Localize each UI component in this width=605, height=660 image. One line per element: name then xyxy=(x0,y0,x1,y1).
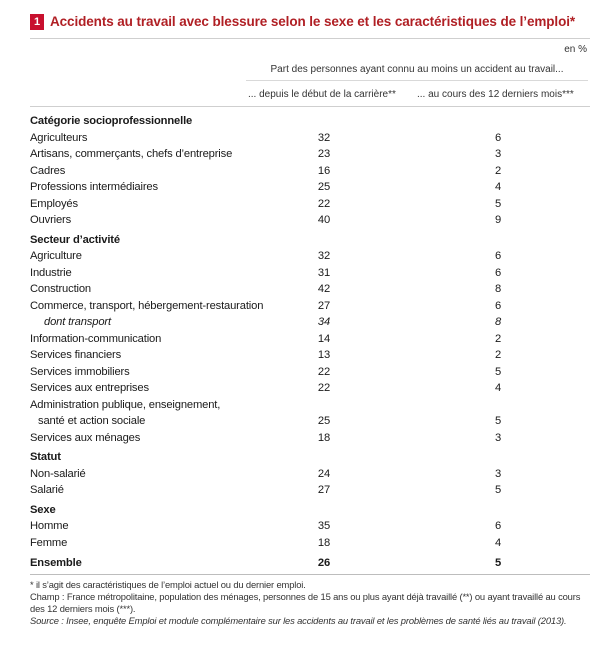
column-header-career: ... depuis le début de la carrière** xyxy=(248,89,396,100)
table-row xyxy=(30,130,590,147)
section-header-statut: Statut xyxy=(30,451,61,463)
value-12-months: 8 xyxy=(494,283,502,295)
value-12-months: 9 xyxy=(494,214,502,226)
table-row xyxy=(30,380,590,397)
table-row xyxy=(30,196,590,213)
row-label: Employés xyxy=(30,197,78,210)
table-row xyxy=(30,364,590,381)
table-row-total xyxy=(30,555,590,572)
row-label: santé et action sociale xyxy=(38,415,146,427)
value-career: 27 xyxy=(317,484,331,496)
row-label: Cadres xyxy=(30,164,66,177)
row-label: Homme xyxy=(30,520,69,532)
value-career: 32 xyxy=(317,250,331,262)
row-label: Agriculteurs xyxy=(30,131,88,144)
value-career: 22 xyxy=(317,197,331,210)
value-career: 23 xyxy=(317,148,331,160)
value-career: 42 xyxy=(317,283,331,295)
footnote-asterisk: * il s’agit des caractéristiques de l’emploi actuel ou du dernier emploi. xyxy=(30,579,306,590)
value-career: 27 xyxy=(317,299,331,312)
value-career: 25 xyxy=(317,415,331,427)
row-label: Commerce, transport, hébergement-restauration xyxy=(30,299,264,312)
table-row xyxy=(30,518,590,535)
value-12-months: 4 xyxy=(494,536,502,549)
value-12-months: 6 xyxy=(494,250,502,262)
column-group-header: Part des personnes ayant connu au moins un accident au travail... xyxy=(270,64,564,75)
section-header-sexe: Sexe xyxy=(30,503,56,516)
row-label: Ensemble xyxy=(30,557,82,569)
table-row-subitem xyxy=(30,314,590,331)
value-career: 35 xyxy=(317,520,331,532)
title-divider xyxy=(30,38,590,39)
value-career: 18 xyxy=(317,536,331,549)
table-row xyxy=(30,347,590,364)
table-title-row xyxy=(30,14,590,36)
value-career: 40 xyxy=(317,214,331,226)
value-12-months: 6 xyxy=(494,266,502,279)
header-bottom-divider xyxy=(30,106,590,107)
table-title: Accidents au travail avec blessure selon le sexe et les caractéristiques de l’emploi* xyxy=(50,14,576,29)
row-label: Industrie xyxy=(30,266,72,279)
table-row xyxy=(30,163,590,180)
value-career: 32 xyxy=(317,131,331,144)
table-row xyxy=(30,535,590,552)
value-career: 18 xyxy=(317,431,331,444)
table-bottom-divider xyxy=(30,574,590,575)
header-divider xyxy=(246,80,588,81)
row-label: Non-salarié xyxy=(30,467,86,480)
value-12-months: 5 xyxy=(494,197,502,210)
data-table xyxy=(30,113,590,572)
value-12-months: 2 xyxy=(494,164,502,177)
value-12-months: 5 xyxy=(494,557,502,569)
table-row xyxy=(30,248,590,265)
row-label: Construction xyxy=(30,283,92,295)
value-career: 13 xyxy=(317,349,331,361)
value-career: 14 xyxy=(317,332,331,345)
figure-number-badge: 1 xyxy=(30,14,44,30)
table-row xyxy=(30,281,590,298)
value-career: 34 xyxy=(317,316,331,328)
row-label: Ouvriers xyxy=(30,214,72,226)
section-header-secteur: Secteur d’activité xyxy=(30,233,120,246)
table-row xyxy=(30,146,590,163)
table-row xyxy=(30,298,590,315)
row-label: Femme xyxy=(30,536,68,549)
value-career: 31 xyxy=(317,266,331,279)
value-career: 22 xyxy=(317,382,331,394)
row-label: Professions intermédiaires xyxy=(30,181,158,193)
table-row xyxy=(30,466,590,483)
table-row-continued xyxy=(30,413,590,430)
table-row xyxy=(30,179,590,196)
value-12-months: 3 xyxy=(494,148,502,160)
table-row xyxy=(30,331,590,348)
table-row xyxy=(30,430,590,447)
value-12-months: 5 xyxy=(494,415,502,427)
value-12-months: 6 xyxy=(494,520,502,532)
row-label: Information-communication xyxy=(30,332,162,345)
row-label: Administration publique, enseignement, xyxy=(30,398,221,411)
value-12-months: 4 xyxy=(494,181,502,193)
footnote-champ: Champ : France métropolitaine, population des ménages, personnes de 15 ans ou plus ayant déjà travaillé (**) ou ayant travaillé au cours des 12 derniers mois (***). xyxy=(30,591,581,614)
value-12-months: 8 xyxy=(494,316,502,328)
unit-label: en % xyxy=(564,44,587,55)
table-row xyxy=(30,482,590,499)
value-career: 22 xyxy=(317,365,331,378)
value-12-months: 6 xyxy=(494,131,502,144)
row-label: Services aux entreprises xyxy=(30,382,149,394)
value-12-months: 5 xyxy=(494,484,502,496)
row-label: Agriculture xyxy=(30,250,82,262)
value-12-months: 2 xyxy=(494,332,502,345)
footnote-source: Source : Insee, enquête Emploi et module complémentaire sur les accidents au travail et les problèmes de santé liés au travail (2013). xyxy=(30,615,567,626)
value-career: 16 xyxy=(317,164,331,177)
column-header-12-months: ... au cours des 12 derniers mois*** xyxy=(417,89,574,100)
value-career: 26 xyxy=(317,557,331,569)
table-row xyxy=(30,265,590,282)
value-12-months: 6 xyxy=(494,299,502,312)
value-12-months: 2 xyxy=(494,349,502,361)
row-label: Services immobiliers xyxy=(30,365,130,378)
value-12-months: 4 xyxy=(494,382,502,394)
row-label: dont transport xyxy=(44,316,111,328)
table-row xyxy=(30,397,590,414)
table-row xyxy=(30,212,590,229)
row-label: Salarié xyxy=(30,484,64,496)
value-12-months: 5 xyxy=(494,365,502,378)
section-header-csp: Catégorie socioprofessionnelle xyxy=(30,115,193,127)
value-12-months: 3 xyxy=(494,431,502,444)
row-label: Services aux ménages xyxy=(30,431,141,444)
value-career: 24 xyxy=(317,467,331,480)
row-label: Services financiers xyxy=(30,349,122,361)
value-12-months: 3 xyxy=(494,467,502,480)
row-label: Artisans, commerçants, chefs d’entreprise xyxy=(30,148,233,160)
value-career: 25 xyxy=(317,181,331,193)
footnotes xyxy=(30,579,590,627)
